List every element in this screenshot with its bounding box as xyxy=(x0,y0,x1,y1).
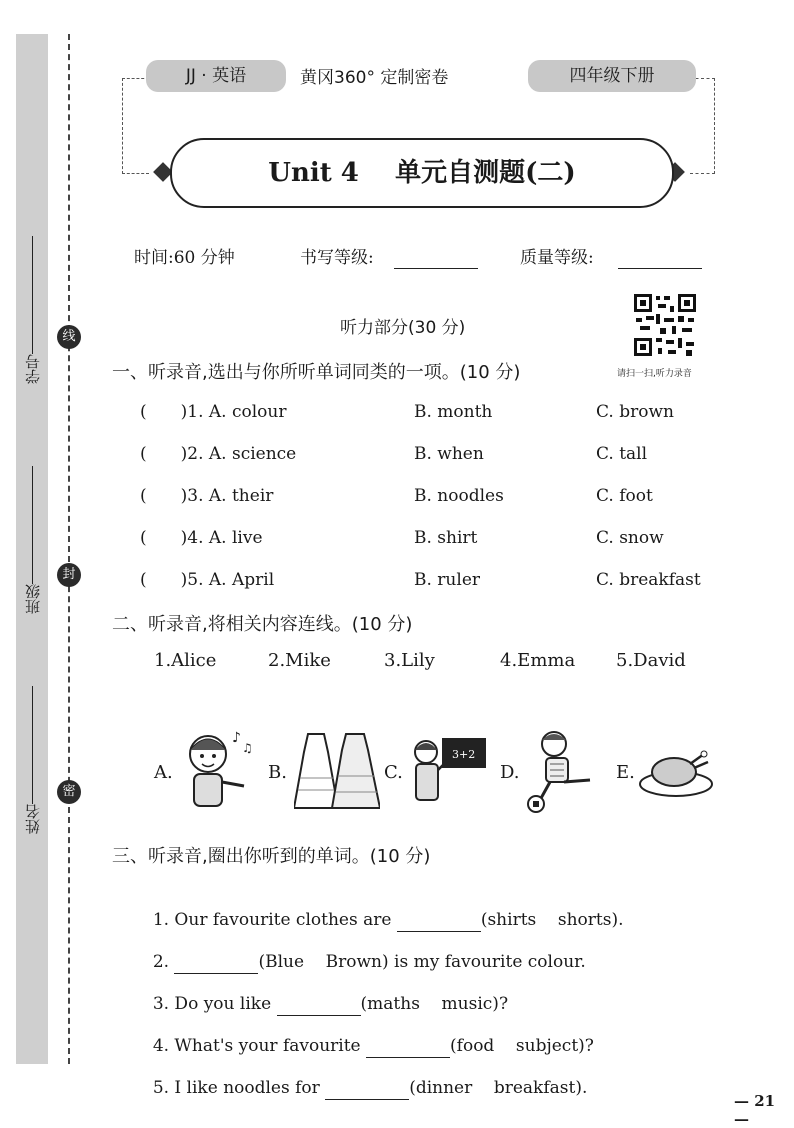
q4-choice-c[interactable]: C. snow xyxy=(596,528,664,548)
class-blank-line xyxy=(32,466,33,584)
quality-grade-blank[interactable] xyxy=(618,246,702,269)
sentence-2 xyxy=(142,926,586,972)
match-name-3[interactable]: 3.Lily xyxy=(384,650,435,671)
match-name-1[interactable]: 1.Alice xyxy=(154,650,217,671)
seal-xian: 线 xyxy=(57,325,81,349)
student-id-field[interactable] xyxy=(18,232,46,384)
qr-caption: 请扫一扫,听力录音 xyxy=(617,369,692,379)
q5-choice-b[interactable]: B. ruler xyxy=(414,570,480,590)
sentence-5 xyxy=(142,1052,588,1098)
match-name-5[interactable]: 5.David xyxy=(616,650,686,671)
svg-text:♪: ♪ xyxy=(232,730,241,746)
sentence-2-start: 2. xyxy=(152,952,175,972)
sentence-4-options[interactable]: (food subject)? xyxy=(450,1036,594,1056)
grade-tag: 四年级下册 xyxy=(528,60,696,92)
sentence-3-start: 3. Do you like xyxy=(152,994,277,1014)
q1-choice-a[interactable]: ( )1. A. colour xyxy=(140,402,287,422)
quality-grade-label: 质量等级: xyxy=(520,248,594,268)
section1-questions xyxy=(140,400,740,600)
board-text: 3+2 xyxy=(452,748,476,761)
name-blank-line xyxy=(32,686,33,804)
sentence-1-options[interactable]: (shirts shorts). xyxy=(480,910,624,930)
q3-choice-b[interactable]: B. noodles xyxy=(414,486,504,506)
brand-title: 黄冈360° 定制密卷 xyxy=(300,68,449,88)
binding-dashed-line xyxy=(68,34,70,1064)
section2-title: 二、听录音,将相关内容连线。(10 分) xyxy=(112,614,413,635)
seal-feng: 封 xyxy=(57,563,81,587)
svg-text:♫: ♫ xyxy=(242,741,253,755)
name-label: 姓名 xyxy=(23,804,42,834)
dresses-icon[interactable] xyxy=(294,728,380,812)
sentence-1 xyxy=(142,884,624,930)
sentence-5-blank[interactable] xyxy=(325,1079,409,1100)
header-frame-left xyxy=(122,78,149,174)
boy-football-icon[interactable] xyxy=(524,728,604,814)
q3-choice-a[interactable]: ( )3. A. their xyxy=(140,486,274,506)
name-field[interactable] xyxy=(18,682,46,834)
sentence-4 xyxy=(142,1010,594,1056)
sentence-5-start: 5. I like noodles for xyxy=(152,1078,326,1098)
sentence-2-options[interactable]: (Blue Brown) is my favourite colour. xyxy=(258,952,586,972)
teacher-blackboard-icon[interactable] xyxy=(408,736,488,806)
writing-grade-label: 书写等级: xyxy=(300,248,374,268)
id-blank-line xyxy=(32,236,33,354)
sentence-3 xyxy=(142,968,509,1014)
match-name-2[interactable]: 2.Mike xyxy=(268,650,331,671)
subject-tag: JJ · 英语 xyxy=(146,60,286,92)
picture-letter-c: C. xyxy=(384,762,403,783)
section3-title: 三、听录音,圈出你听到的单词。(10 分) xyxy=(112,846,431,867)
q4-choice-b[interactable]: B. shirt xyxy=(414,528,478,548)
qr-code-icon[interactable] xyxy=(632,292,698,358)
q1-choice-b[interactable]: B. month xyxy=(414,402,493,422)
picture-letter-a: A. xyxy=(154,762,173,783)
q5-choice-a[interactable]: ( )5. A. April xyxy=(140,570,275,590)
q3-choice-c[interactable]: C. foot xyxy=(596,486,653,506)
sentence-3-options[interactable]: (maths music)? xyxy=(360,994,509,1014)
picture-letter-b: B. xyxy=(268,762,287,783)
sentence-1-start: 1. Our favourite clothes are xyxy=(152,910,397,930)
sentence-4-start: 4. What's your favourite xyxy=(152,1036,367,1056)
class-label: 班级 xyxy=(23,584,42,614)
seal-mi: 密 xyxy=(57,780,81,804)
class-field[interactable] xyxy=(18,462,46,614)
student-id-label: 学号 xyxy=(23,354,42,384)
header-frame-right xyxy=(690,78,715,174)
roast-chicken-icon[interactable] xyxy=(638,746,714,798)
picture-letter-d: D. xyxy=(500,762,520,783)
page-title: Unit 4 单元自测题(二) xyxy=(170,138,674,208)
q1-choice-c[interactable]: C. brown xyxy=(596,402,674,422)
listening-heading: 听力部分(30 分) xyxy=(340,318,466,338)
q5-choice-c[interactable]: C. breakfast xyxy=(596,570,701,590)
q2-choice-c[interactable]: C. tall xyxy=(596,444,648,464)
page-number: — 21 — xyxy=(734,1092,776,1128)
q4-choice-a[interactable]: ( )4. A. live xyxy=(140,528,263,548)
picture-letter-e: E. xyxy=(616,762,635,783)
q2-choice-a[interactable]: ( )2. A. science xyxy=(140,444,297,464)
section1-title: 一、听录音,选出与你所听单词同类的一项。(10 分) xyxy=(112,362,521,383)
q2-choice-b[interactable]: B. when xyxy=(414,444,484,464)
match-name-4[interactable]: 4.Emma xyxy=(500,650,576,671)
time-limit: 时间:60 分钟 xyxy=(134,248,235,268)
writing-grade-blank[interactable] xyxy=(394,246,478,269)
sentence-5-options[interactable]: (dinner breakfast). xyxy=(409,1078,588,1098)
boy-singing-icon[interactable] xyxy=(178,724,254,816)
